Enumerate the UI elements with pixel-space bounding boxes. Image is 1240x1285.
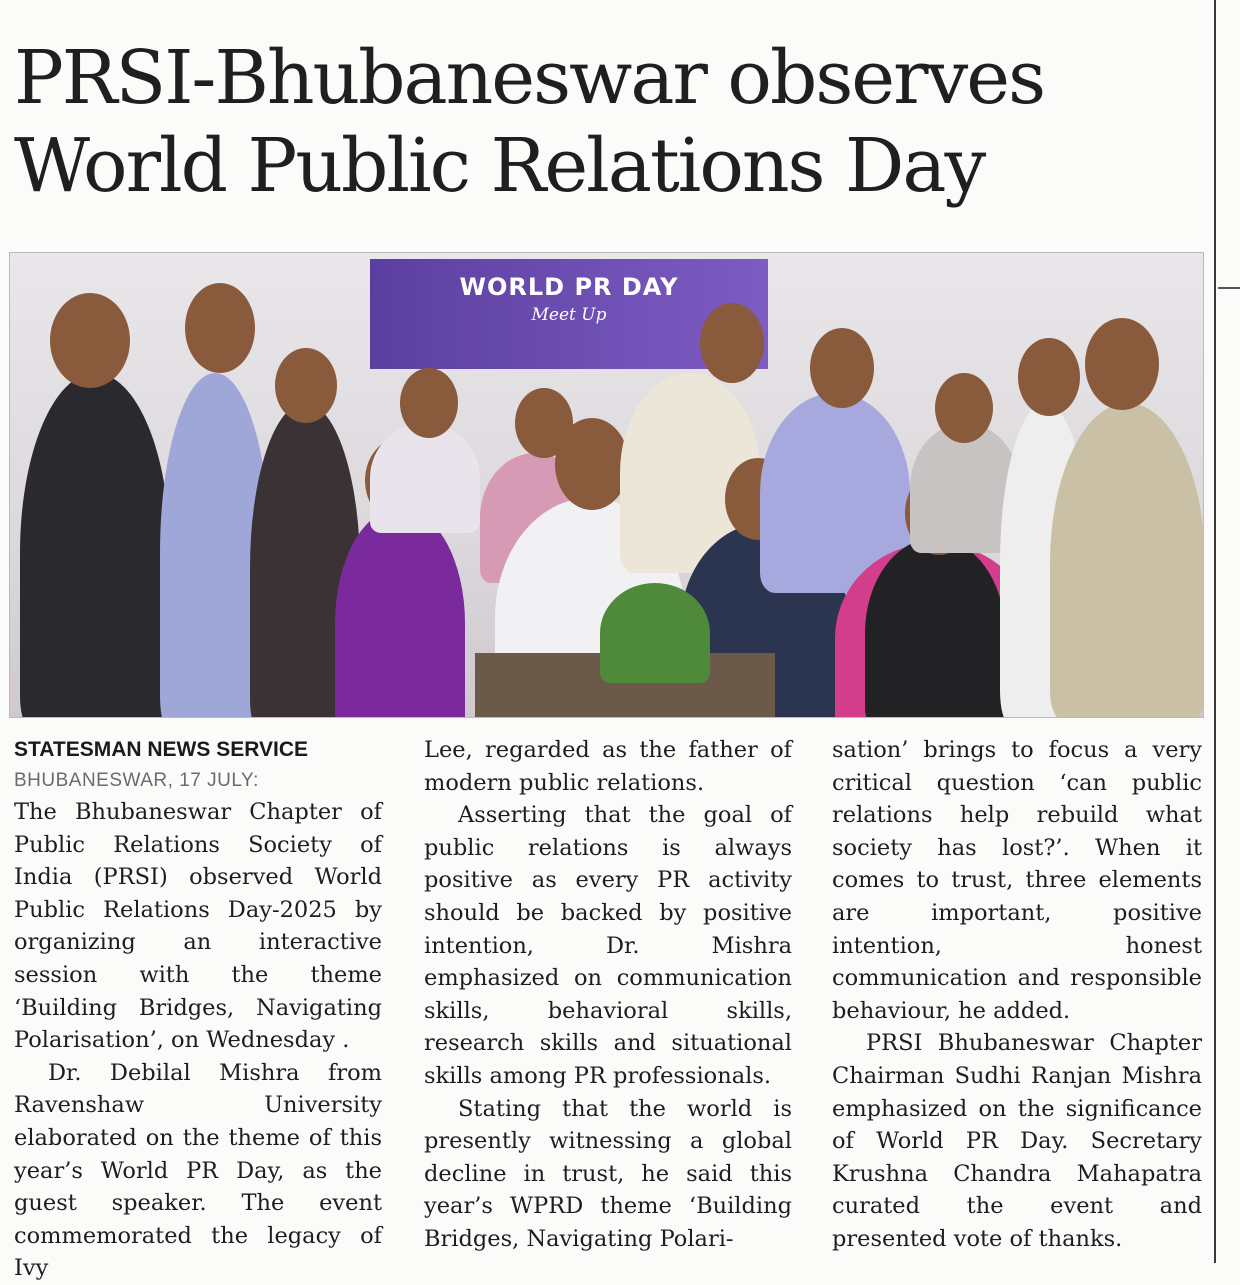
person-head (185, 283, 255, 373)
person-figure (865, 538, 1005, 718)
person-figure (20, 373, 170, 718)
paragraph: PRSI Bhubaneswar Chapter Chairman Sudhi Ranjan Mishra emphasized on the significance of World PR Day. Secretary Krushna Chandra Mahapatra curated the event and presented vote of thanks. (832, 1030, 1202, 1252)
person-head (1085, 318, 1159, 410)
paragraph: Dr. Debilal Mishra from Ravenshaw University elaborated on the theme of this year’s World PR Day, as the guest speaker. The event commemorated the legacy of Ivy (14, 1059, 382, 1282)
byline: STATESMAN NEWS SERVICE (14, 738, 309, 761)
person-head (275, 348, 337, 423)
paragraph: The Bhubaneswar Chapter of Public Relations Society of India (PRSI) observed World Public Relations Day-2025 by organizing an interactive session with the theme ‘Building Bridges, Navigating Polarisation’, on Wednesday . (14, 799, 382, 1054)
person-head (700, 303, 764, 383)
headline (14, 34, 1194, 210)
person-head (1018, 338, 1080, 416)
banner-title: WORLD PR DAY (459, 273, 679, 301)
article-column-1 (14, 734, 382, 1285)
headline-line-1: PRSI-Bhubaneswar observes (14, 35, 1045, 121)
person-head (935, 373, 993, 443)
article-column-2 (424, 734, 792, 1256)
paragraph: sation’ brings to focus a very critical question ‘can public relations help rebuild what society has lost?’. When it comes to trust, three elements are important, positive intention, honest communication and responsible behaviour, he added. (832, 737, 1202, 1024)
paragraph: Lee, regarded as the father of modern public relations. (424, 737, 792, 796)
banner-subtitle: Meet Up (531, 305, 607, 325)
section-divider (1218, 287, 1240, 289)
headline-line-2: World Public Relations Day (14, 123, 985, 209)
person-head (810, 328, 874, 408)
group-photo (9, 252, 1204, 718)
person-figure (370, 423, 480, 533)
person-head (400, 368, 458, 438)
paragraph: Asserting that the goal of public relations is always positive as every PR activity should be backed by positive intention, Dr. Mishra emphasized on communication skills, behavioral skills, research skills and situational skills among PR professionals. (424, 802, 792, 1089)
person-figure (335, 508, 465, 718)
person-head (50, 293, 130, 388)
dateline: BHUBANESWAR, 17 JULY: (14, 770, 259, 791)
person-figure (1050, 403, 1204, 718)
plant-decoration (600, 583, 710, 683)
column-divider (1214, 0, 1216, 1263)
article-column-3 (832, 734, 1202, 1256)
person-head (555, 418, 629, 510)
paragraph: Stating that the world is presently witnessing a global decline in trust, he said this year’s WPRD theme ‘Building Bridges, Navigating Polari- (424, 1095, 792, 1252)
